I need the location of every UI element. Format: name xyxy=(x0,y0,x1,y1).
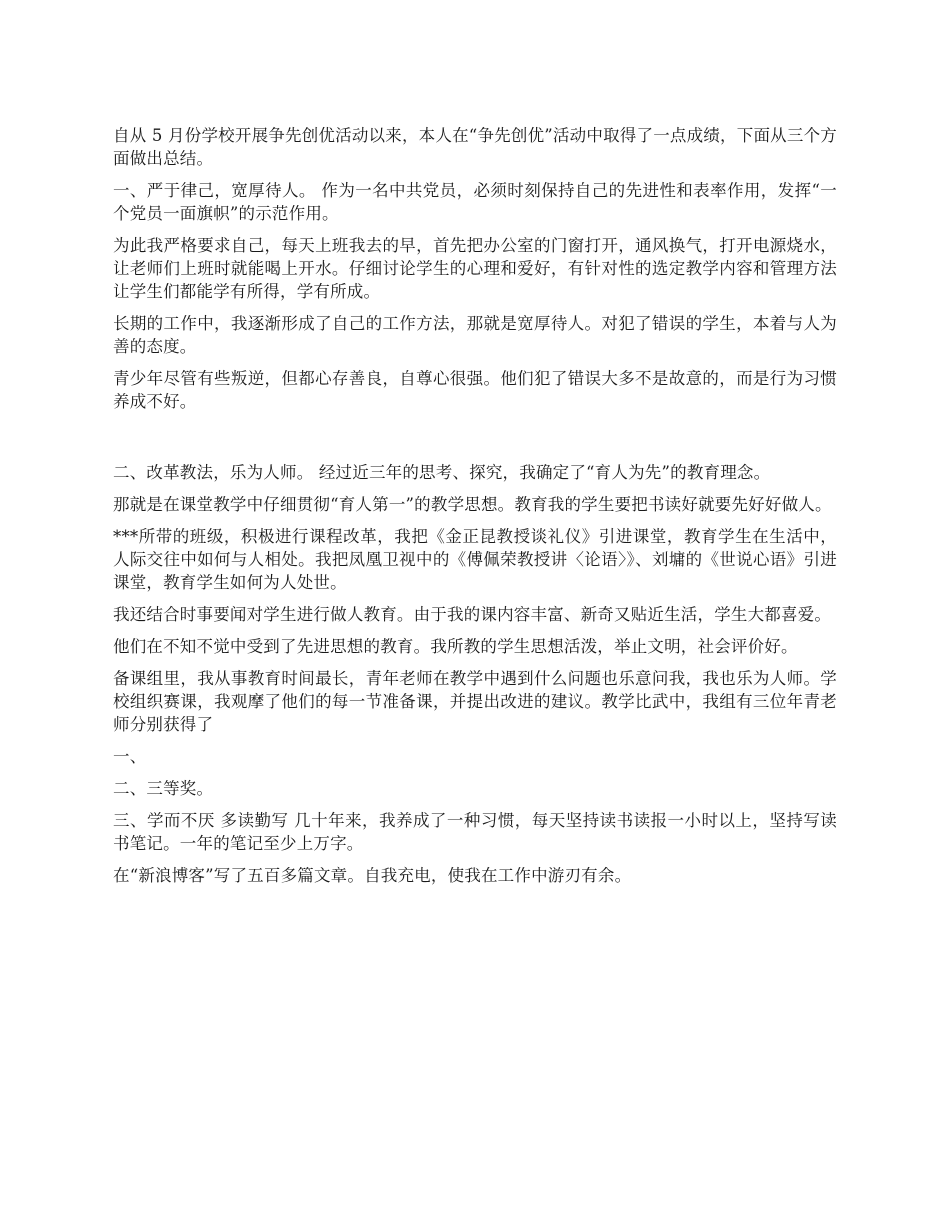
paragraph-section-three-heading: 三、学而不厌 多读勤写 几十年来，我养成了一种习惯，每天坚持读书读报一小时以上，坚持写读书笔记。一年的笔记至少上万字。 xyxy=(113,811,837,853)
paragraph: 一、 xyxy=(113,747,147,766)
paragraph: 那就是在课堂教学中仔细贯彻“育人第一”的教学思想。教育我的学生要把书读好就要先好好做人。 xyxy=(113,495,832,514)
paragraph: 他们在不知不觉中受到了先进思想的教育。我所教的学生思想活泼，举止文明，社会评价好。 xyxy=(113,637,798,656)
paragraph: 在“新浪博客”写了五百多篇文章。自我充电，使我在工作中游刃有余。 xyxy=(113,866,632,885)
paragraph-section-one-heading: 一、严于律己，宽厚待人。 作为一名中共党员，必须时刻保持自己的先进性和表率作用，发挥“一个党员一面旗帜”的示范作用。 xyxy=(113,181,837,223)
paragraph: 为此我严格要求自己，每天上班我去的早，首先把办公室的门窗打开，通风换气，打开电源烧水，让老师们上班时就能喝上开水。仔细讨论学生的心理和爱好，有针对性的选定教学内容和管理方法让学生们都能学有所得，学有所成。 xyxy=(113,236,837,301)
paragraph: 长期的工作中，我逐渐形成了自己的工作方法，那就是宽厚待人。对犯了错误的学生，本着与人为善的态度。 xyxy=(113,314,837,356)
section-spacer xyxy=(113,422,837,461)
paragraph: 青少年尽管有些叛逆，但都心存善良，自尊心很强。他们犯了错误大多不是故意的，而是行为习惯养成不好。 xyxy=(113,369,837,411)
paragraph: ***所带的班级，积极进行课程改革，我把《金正昆教授谈礼仪》引进课堂，教育学生在生活中，人际交往中如何与人相处。我把凤凰卫视中的《傅佩荣教授讲〈论语〉》、刘墉的《世说心语》引进课堂，教育学生如何为人处世。 xyxy=(113,527,837,592)
paragraph: 二、三等奖。 xyxy=(113,779,214,798)
paragraph: 备课组里，我从事教育时间最长，青年老师在教学中遇到什么问题也乐意问我，我也乐为人师。学校组织赛课，我观摩了他们的每一节准备课，并提出改进的建议。教学比武中，我组有三位年青老师分别获得了 xyxy=(113,669,837,734)
paragraph: 我还结合时事要闻对学生进行做人教育。由于我的课内容丰富、新奇又贴近生活，学生大都喜爱。 xyxy=(113,605,832,624)
paragraph-section-two-heading: 二、改革教法，乐为人师。 经过近三年的思考、探究，我确定了“育人为先”的教育理念。 xyxy=(113,463,771,482)
document-body xyxy=(113,124,837,896)
paragraph-intro: 自从 5 月份学校开展争先创优活动以来，本人在“争先创优”活动中取得了一点成绩，下面从三个方面做出总结。 xyxy=(113,126,837,168)
